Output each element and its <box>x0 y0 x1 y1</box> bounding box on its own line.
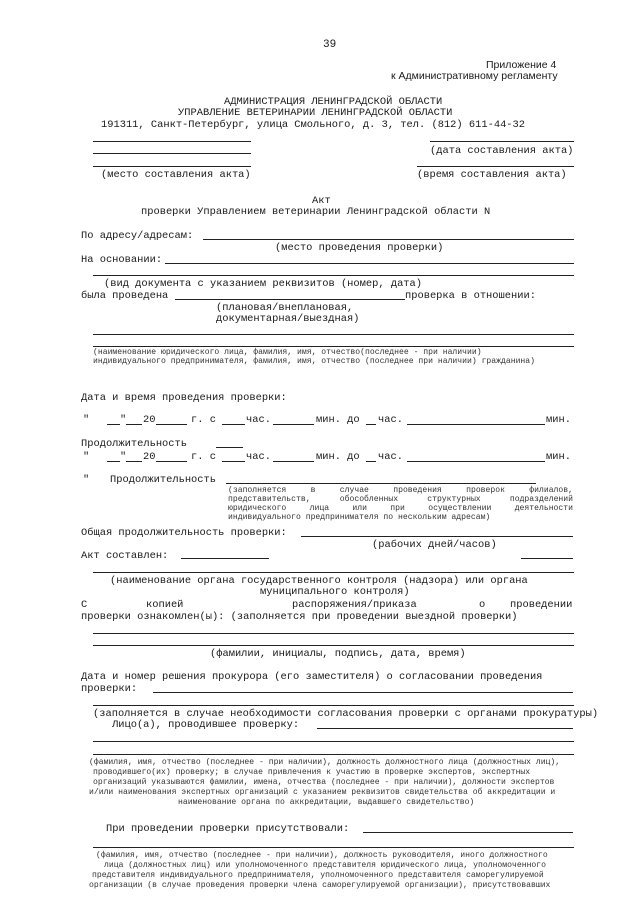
header-line-3: 191311, Санкт-Петербург, улица Смольного, д. 3, тел. (812) 611-44-32 <box>101 119 526 131</box>
basis-label: На основании: <box>81 254 163 266</box>
prosecutor-hint: (заполняется в случае необходимости согласования проверки с органами прокуратуры) <box>93 708 599 720</box>
duration-line <box>216 447 243 448</box>
duration2-hint-4: индивидуального предпринимателя по нескольким адресам) <box>228 513 491 522</box>
address-label: По адресу/адресам: <box>81 230 194 242</box>
present-label: При проведении проверки присутствовали: <box>106 823 350 835</box>
inspector-hint-2: проводившего(их) проверку; в случае привлечения к участию в проверке экспертов, экспертных <box>93 768 531 777</box>
time-row-min2: мин. <box>546 414 571 426</box>
time-row-day <box>107 424 120 425</box>
time-row-quote: " <box>83 451 90 463</box>
prosecutor-line-extra <box>93 705 574 706</box>
header-line-1: АДМИНИСТРАЦИЯ ЛЕНИНГРАДСКОЙ ОБЛАСТИ <box>224 96 443 108</box>
datetime-label: Дата и время проведения проверки: <box>81 392 287 404</box>
time-row-g: г. с <box>191 451 216 463</box>
inspector-line-3 <box>93 754 574 755</box>
appendix-line-2: к Административному регламенту <box>391 70 558 82</box>
date-label: (дата составления акта) <box>430 145 574 157</box>
time-row-h-line <box>222 424 245 425</box>
entity-line-1 <box>93 334 574 335</box>
time-row-mid: " <box>120 414 127 426</box>
header-line-2: УПРАВЛЕНИЕ ВЕТЕРИНАРИИ ЛЕНИНГРАДСКОЙ ОБЛАСТИ <box>178 107 453 119</box>
total-duration-label: Общая продолжительность проверки: <box>81 527 287 539</box>
time-row-year-line <box>156 461 187 462</box>
duration2-hint-3: юридического лица или при осуществлении деятельности <box>228 504 573 513</box>
time-row-year: 20 <box>143 451 156 463</box>
time-row-mid: " <box>120 451 127 463</box>
copy-word-4: о <box>479 599 486 611</box>
present-line-2 <box>93 847 574 848</box>
inspector-label: Лицо(а), проводившее проверку: <box>112 719 300 731</box>
act-subtitle: проверки Управлением ветеринарии Ленинградской области N <box>141 206 491 218</box>
time-row-m-line <box>273 461 314 462</box>
time-row-min: мин. до <box>316 414 360 426</box>
act-title: Акт <box>312 195 331 207</box>
place-label: (место составления акта) <box>101 169 251 181</box>
inspector-line-1 <box>317 728 573 729</box>
time-row-month <box>126 461 142 462</box>
time-row-year: 20 <box>143 414 156 426</box>
date-line <box>430 141 574 142</box>
time-row-hour: час. <box>246 451 271 463</box>
copy-line-2: проверки ознакомлен(ы): (заполняется при проведении выездной проверки) <box>81 611 518 623</box>
duration2-line <box>226 483 536 484</box>
time-row-hour2: час. <box>378 414 403 426</box>
copy-sign-line-2 <box>93 645 574 646</box>
conducted-tail: проверка в отношении: <box>405 290 536 302</box>
conducted-line <box>175 299 405 300</box>
inspector-line-2 <box>93 741 574 742</box>
time-line <box>417 166 574 167</box>
compiled-line-2 <box>521 558 573 559</box>
present-hint-3: представителя индивидуального предпринимателя, уполномоченного представителя саморегулируемой <box>92 871 544 880</box>
prosecutor-line <box>153 692 573 693</box>
basis-line-2 <box>93 275 574 276</box>
compiled-label: Акт составлен: <box>81 550 169 562</box>
total-duration-hint: (рабочих дней/часов) <box>372 539 497 551</box>
place-line-3 <box>93 166 251 167</box>
copy-word-2: копией <box>146 599 184 611</box>
conducted-hint-1: (плановая/внеплановая, <box>216 302 354 314</box>
duration2-label: Продолжительность <box>110 474 217 486</box>
address-hint: (место проведения проверки) <box>275 242 444 254</box>
copy-sign-line-1 <box>93 633 574 634</box>
present-line-1 <box>363 832 573 833</box>
copy-word-5: проведении <box>510 599 573 611</box>
time-row-h-line <box>222 461 245 462</box>
compiled-line-1 <box>181 558 269 559</box>
present-hint-4: организации (в случае проведения проверки члена саморегулируемой организации), присутствовавших <box>89 881 551 890</box>
entity-line-2 <box>93 346 574 347</box>
signature-hint: (фамилии, инициалы, подпись, дата, время) <box>210 648 466 660</box>
duration2-hint-2: представительств, обособленных структурных подразделений <box>228 495 573 504</box>
prosecutor-line-1: Дата и номер решения прокурора (его заместителя) о согласовании проведения <box>81 671 543 683</box>
total-duration-line <box>301 536 573 537</box>
time-row-year-line <box>156 424 187 425</box>
time-row-h2-line <box>366 461 376 462</box>
time-row-h2-line <box>366 424 376 425</box>
inspector-hint-4: и/или наименования экспертных организаций с указанием реквизитов свидетельства об аккредитации и <box>89 788 556 797</box>
entity-hint-1: (наименование юридического лица, фамилия, имя, отчество(последнее - при наличии) <box>93 348 482 357</box>
duration2-hint-1: (заполняется в случае проведения проверок филиалов, <box>228 486 573 495</box>
compiled-hint-1: (наименование органа государственного контроля (надзора) или органа <box>110 575 528 587</box>
duration2-quote: " <box>83 474 90 486</box>
time-row-m-line <box>273 424 314 425</box>
address-line <box>203 239 574 240</box>
time-row-m2-line <box>407 461 545 462</box>
place-line-2 <box>93 153 251 154</box>
basis-line-1 <box>165 263 574 264</box>
prosecutor-line-2: проверки: <box>81 683 138 695</box>
page-number: 39 <box>323 39 337 51</box>
place-line-1 <box>93 141 251 142</box>
time-row-quote: " <box>83 414 90 426</box>
entity-hint-2: индивидуального предпринимателя, фамилия, имя, отчество (последнее при наличии) гражданина) <box>93 357 535 366</box>
copy-word-1: С <box>81 599 88 611</box>
basis-hint: (вид документа с указанием реквизитов (номер, дата) <box>104 278 423 290</box>
time-row-hour: час. <box>246 414 271 426</box>
time-row-hour2: час. <box>378 451 403 463</box>
time-row-m2-line <box>407 424 545 425</box>
copy-word-3: распоряжения/приказа <box>292 599 417 611</box>
time-row-min2: мин. <box>546 451 571 463</box>
conducted-label: была проведена <box>81 290 169 302</box>
inspector-hint-1: (фамилия, имя, отчество (последнее - при наличии), должность должностного лица (должностных лиц), <box>89 758 561 767</box>
time-row-min: мин. до <box>316 451 360 463</box>
appendix-line-1: Приложение 4 <box>486 59 557 71</box>
compiled-hint-2: муниципального контроля) <box>260 586 410 598</box>
time-row-day <box>107 461 120 462</box>
present-hint-1: (фамилия, имя, отчество (последнее - при наличии), должность руководителя, иного должностного <box>96 851 548 860</box>
inspector-hint-5: наименование органа по аккредитации, выдавшего свидетельство) <box>178 798 475 807</box>
time-row-month <box>126 424 142 425</box>
time-label: (время составления акта) <box>417 169 567 181</box>
time-row-g: г. с <box>191 414 216 426</box>
inspector-hint-3: организаций указываются фамилии, имена, отчества (последнее - при наличии), должности экспертов <box>93 778 555 787</box>
conducted-hint-2: документарная/выездная) <box>216 313 360 325</box>
present-hint-2: лица (должностных лиц) или уполномоченного представителя юридического лица, уполномоченного <box>104 861 546 870</box>
compiled-line-3 <box>93 572 574 573</box>
duration-label: Продолжительность <box>81 438 188 450</box>
